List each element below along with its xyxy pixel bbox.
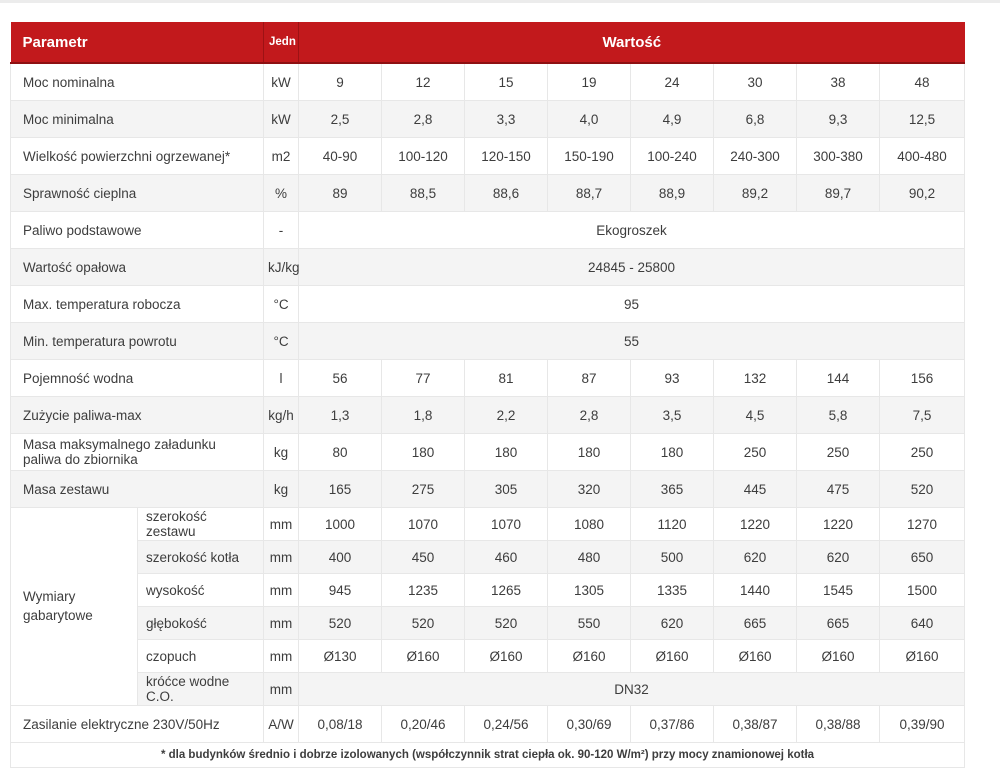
value-cell: Ø160 bbox=[382, 640, 465, 673]
table-row bbox=[11, 138, 965, 175]
value-cell: 300-380 bbox=[797, 138, 880, 175]
value-cell: 100-120 bbox=[382, 138, 465, 175]
span-value-cell: Ekogroszek bbox=[299, 212, 965, 249]
value-cell: 2,8 bbox=[548, 397, 631, 434]
span-value-cell: 55 bbox=[299, 323, 965, 360]
value-cell: 144 bbox=[797, 360, 880, 397]
value-cell: 180 bbox=[631, 434, 714, 471]
span-value-cell: 24845 - 25800 bbox=[299, 249, 965, 286]
value-cell: 450 bbox=[382, 541, 465, 574]
value-cell: 620 bbox=[797, 541, 880, 574]
value-cell: 38 bbox=[797, 63, 880, 101]
row-label: Masa zestawu bbox=[11, 471, 264, 508]
value-cell: 475 bbox=[797, 471, 880, 508]
row-unit: mm bbox=[264, 508, 299, 541]
value-cell: 9 bbox=[299, 63, 382, 101]
header-jedn: Jedn bbox=[264, 22, 299, 63]
table-row bbox=[11, 323, 965, 360]
value-cell: Ø160 bbox=[714, 640, 797, 673]
value-cell: 1265 bbox=[465, 574, 548, 607]
table-row bbox=[11, 508, 965, 541]
header-parametr: Parametr bbox=[11, 22, 264, 63]
row-unit: mm bbox=[264, 607, 299, 640]
table-row bbox=[11, 286, 965, 323]
value-cell: 0,37/86 bbox=[631, 706, 714, 743]
value-cell: 0,38/87 bbox=[714, 706, 797, 743]
row-unit: °C bbox=[264, 323, 299, 360]
row-unit: kJ/kg bbox=[264, 249, 299, 286]
row-unit: m2 bbox=[264, 138, 299, 175]
value-cell: Ø160 bbox=[631, 640, 714, 673]
value-cell: 520 bbox=[382, 607, 465, 640]
value-cell: 180 bbox=[465, 434, 548, 471]
value-cell: Ø160 bbox=[548, 640, 631, 673]
footnote-text: * dla budynków średnio i dobrze izolowanych (współczynnik strat ciepła ok. 90-120 W/m²) przy mocy znamionowej kotła bbox=[11, 743, 965, 768]
value-cell: 1080 bbox=[548, 508, 631, 541]
value-cell: 30 bbox=[714, 63, 797, 101]
row-unit: mm bbox=[264, 640, 299, 673]
spec-table-container bbox=[10, 22, 1000, 768]
value-cell: 250 bbox=[714, 434, 797, 471]
span-value-cell: DN32 bbox=[299, 673, 965, 706]
row-label: Zasilanie elektryczne 230V/50Hz bbox=[11, 706, 264, 743]
value-cell: 88,6 bbox=[465, 175, 548, 212]
table-row bbox=[11, 175, 965, 212]
value-cell: 88,9 bbox=[631, 175, 714, 212]
value-cell: 1070 bbox=[465, 508, 548, 541]
value-cell: 3,3 bbox=[465, 101, 548, 138]
row-unit: A/W bbox=[264, 706, 299, 743]
row-label: Sprawność cieplna bbox=[11, 175, 264, 212]
value-cell: 1220 bbox=[797, 508, 880, 541]
value-cell: 89,2 bbox=[714, 175, 797, 212]
value-cell: 77 bbox=[382, 360, 465, 397]
row-unit: mm bbox=[264, 673, 299, 706]
value-cell: 180 bbox=[382, 434, 465, 471]
value-cell: 0,24/56 bbox=[465, 706, 548, 743]
value-cell: 5,8 bbox=[797, 397, 880, 434]
value-cell: 0,20/46 bbox=[382, 706, 465, 743]
row-label: szerokość zestawu bbox=[138, 508, 264, 541]
value-cell: 0,38/88 bbox=[797, 706, 880, 743]
row-unit: kg bbox=[264, 471, 299, 508]
row-unit: % bbox=[264, 175, 299, 212]
value-cell: 0,08/18 bbox=[299, 706, 382, 743]
row-label: Moc nominalna bbox=[11, 63, 264, 101]
row-unit: kW bbox=[264, 63, 299, 101]
row-unit: l bbox=[264, 360, 299, 397]
value-cell: 40-90 bbox=[299, 138, 382, 175]
value-cell: 0,30/69 bbox=[548, 706, 631, 743]
value-cell: 2,5 bbox=[299, 101, 382, 138]
value-cell: 1335 bbox=[631, 574, 714, 607]
row-label: wysokość bbox=[138, 574, 264, 607]
table-row bbox=[11, 249, 965, 286]
value-cell: 665 bbox=[714, 607, 797, 640]
value-cell: 132 bbox=[714, 360, 797, 397]
value-cell: Ø160 bbox=[797, 640, 880, 673]
value-cell: 3,5 bbox=[631, 397, 714, 434]
value-cell: 180 bbox=[548, 434, 631, 471]
value-cell: 400-480 bbox=[880, 138, 965, 175]
span-value-cell: 95 bbox=[299, 286, 965, 323]
value-cell: 165 bbox=[299, 471, 382, 508]
value-cell: 120-150 bbox=[465, 138, 548, 175]
value-cell: 1000 bbox=[299, 508, 382, 541]
spec-table bbox=[10, 22, 965, 768]
value-cell: 650 bbox=[880, 541, 965, 574]
value-cell: 320 bbox=[548, 471, 631, 508]
value-cell: 1305 bbox=[548, 574, 631, 607]
value-cell: 1440 bbox=[714, 574, 797, 607]
value-cell: 620 bbox=[631, 607, 714, 640]
value-cell: 93 bbox=[631, 360, 714, 397]
value-cell: 1500 bbox=[880, 574, 965, 607]
value-cell: 81 bbox=[465, 360, 548, 397]
value-cell: 0,39/90 bbox=[880, 706, 965, 743]
table-row bbox=[11, 607, 965, 640]
row-label: Max. temperatura robocza bbox=[11, 286, 264, 323]
value-cell: 1220 bbox=[714, 508, 797, 541]
dimensions-group-label: Wymiary gabarytowe bbox=[11, 508, 138, 706]
row-label: Zużycie paliwa-max bbox=[11, 397, 264, 434]
value-cell: 640 bbox=[880, 607, 965, 640]
value-cell: 9,3 bbox=[797, 101, 880, 138]
value-cell: 520 bbox=[465, 607, 548, 640]
value-cell: 24 bbox=[631, 63, 714, 101]
value-cell: 150-190 bbox=[548, 138, 631, 175]
value-cell: 520 bbox=[299, 607, 382, 640]
value-cell: 156 bbox=[880, 360, 965, 397]
value-cell: 4,9 bbox=[631, 101, 714, 138]
value-cell: 100-240 bbox=[631, 138, 714, 175]
value-cell: 665 bbox=[797, 607, 880, 640]
table-row bbox=[11, 574, 965, 607]
row-unit: mm bbox=[264, 541, 299, 574]
value-cell: 1235 bbox=[382, 574, 465, 607]
row-label: szerokość kotła bbox=[138, 541, 264, 574]
value-cell: 4,0 bbox=[548, 101, 631, 138]
row-label: króćce wodne C.O. bbox=[138, 673, 264, 706]
table-row bbox=[11, 706, 965, 743]
header-row bbox=[11, 22, 965, 63]
value-cell: 12 bbox=[382, 63, 465, 101]
value-cell: 12,5 bbox=[880, 101, 965, 138]
value-cell: Ø160 bbox=[465, 640, 548, 673]
value-cell: 550 bbox=[548, 607, 631, 640]
row-unit: - bbox=[264, 212, 299, 249]
value-cell: Ø130 bbox=[299, 640, 382, 673]
row-unit: kg bbox=[264, 434, 299, 471]
value-cell: 48 bbox=[880, 63, 965, 101]
table-row bbox=[11, 360, 965, 397]
footnote-row bbox=[11, 743, 965, 768]
value-cell: 275 bbox=[382, 471, 465, 508]
value-cell: 56 bbox=[299, 360, 382, 397]
row-unit: mm bbox=[264, 574, 299, 607]
row-label: Masa maksymalnego załadunku paliwa do zbiornika bbox=[11, 434, 264, 471]
value-cell: 400 bbox=[299, 541, 382, 574]
value-cell: 19 bbox=[548, 63, 631, 101]
row-label: Min. temperatura powrotu bbox=[11, 323, 264, 360]
value-cell: 7,5 bbox=[880, 397, 965, 434]
value-cell: 2,8 bbox=[382, 101, 465, 138]
row-label: Wartość opałowa bbox=[11, 249, 264, 286]
header-wartosc: Wartość bbox=[299, 22, 965, 63]
value-cell: 1270 bbox=[880, 508, 965, 541]
row-unit: °C bbox=[264, 286, 299, 323]
value-cell: 240-300 bbox=[714, 138, 797, 175]
row-unit: kW bbox=[264, 101, 299, 138]
value-cell: 15 bbox=[465, 63, 548, 101]
value-cell: 945 bbox=[299, 574, 382, 607]
row-label: Pojemność wodna bbox=[11, 360, 264, 397]
table-row bbox=[11, 63, 965, 101]
value-cell: 1070 bbox=[382, 508, 465, 541]
value-cell: 1,3 bbox=[299, 397, 382, 434]
table-row bbox=[11, 434, 965, 471]
table-row bbox=[11, 640, 965, 673]
row-label: głębokość bbox=[138, 607, 264, 640]
value-cell: 480 bbox=[548, 541, 631, 574]
value-cell: Ø160 bbox=[880, 640, 965, 673]
table-row bbox=[11, 397, 965, 434]
value-cell: 80 bbox=[299, 434, 382, 471]
table-row bbox=[11, 212, 965, 249]
value-cell: 87 bbox=[548, 360, 631, 397]
value-cell: 88,5 bbox=[382, 175, 465, 212]
value-cell: 620 bbox=[714, 541, 797, 574]
value-cell: 6,8 bbox=[714, 101, 797, 138]
value-cell: 305 bbox=[465, 471, 548, 508]
value-cell: 500 bbox=[631, 541, 714, 574]
value-cell: 365 bbox=[631, 471, 714, 508]
table-row bbox=[11, 673, 965, 706]
row-label: Wielkość powierzchni ogrzewanej* bbox=[11, 138, 264, 175]
value-cell: 89 bbox=[299, 175, 382, 212]
row-unit: kg/h bbox=[264, 397, 299, 434]
value-cell: 88,7 bbox=[548, 175, 631, 212]
value-cell: 1120 bbox=[631, 508, 714, 541]
value-cell: 520 bbox=[880, 471, 965, 508]
table-row bbox=[11, 471, 965, 508]
table-row bbox=[11, 541, 965, 574]
row-label: Moc minimalna bbox=[11, 101, 264, 138]
row-label: czopuch bbox=[138, 640, 264, 673]
value-cell: 250 bbox=[797, 434, 880, 471]
table-row bbox=[11, 101, 965, 138]
value-cell: 1545 bbox=[797, 574, 880, 607]
value-cell: 2,2 bbox=[465, 397, 548, 434]
value-cell: 250 bbox=[880, 434, 965, 471]
value-cell: 89,7 bbox=[797, 175, 880, 212]
value-cell: 460 bbox=[465, 541, 548, 574]
value-cell: 4,5 bbox=[714, 397, 797, 434]
value-cell: 1,8 bbox=[382, 397, 465, 434]
value-cell: 445 bbox=[714, 471, 797, 508]
value-cell: 90,2 bbox=[880, 175, 965, 212]
row-label: Paliwo podstawowe bbox=[11, 212, 264, 249]
